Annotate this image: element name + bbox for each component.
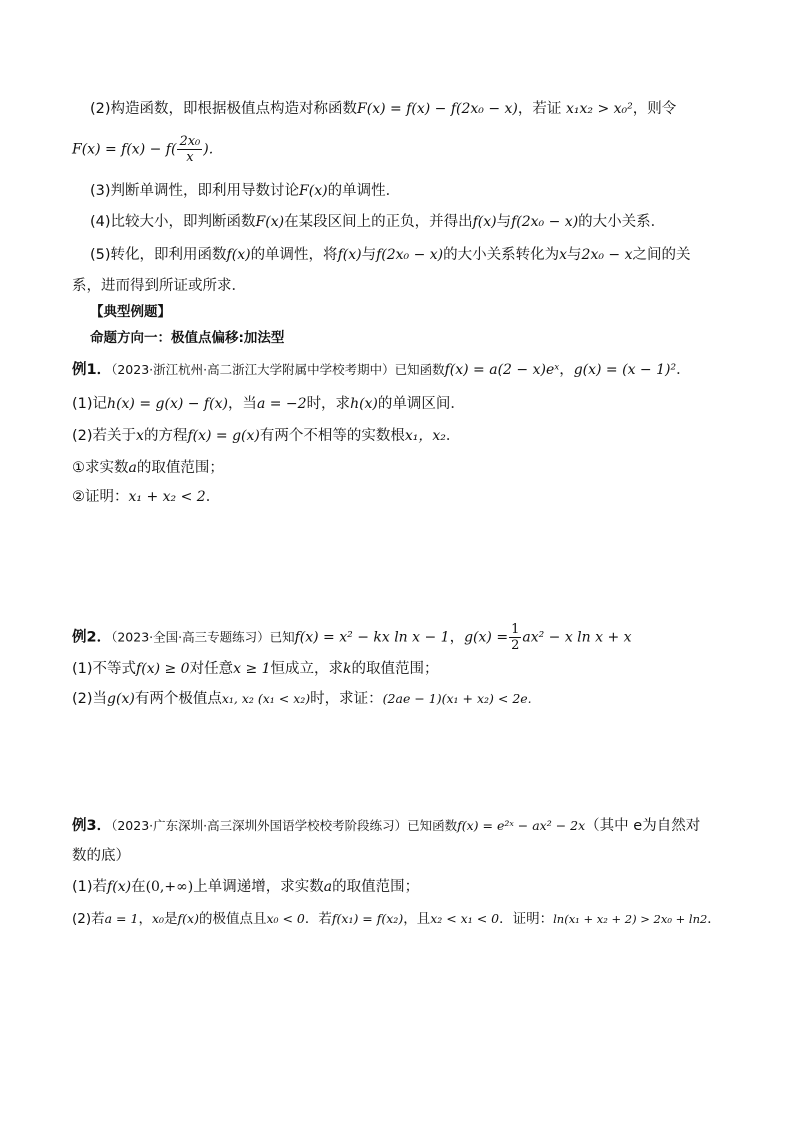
formula: x ≥ 1 [233, 661, 271, 677]
text: 的取值范围； [351, 661, 439, 677]
example-3-stem [72, 815, 732, 837]
text: 时，求 [306, 396, 351, 412]
paragraph-step-2 [90, 98, 750, 120]
example-3-stem-cont [72, 845, 732, 867]
text: 在某段区间上的正负，并得出 [284, 214, 473, 230]
text: 的单调性，将 [250, 247, 338, 263]
text: 时，求证： [310, 691, 383, 707]
formula: f(x) = a(2 − x)eˣ [444, 362, 560, 378]
paragraph-step-5 [90, 244, 750, 266]
text: (4)比较大小，即判断函数 [90, 214, 256, 230]
formula: f(x) ≥ 0 [136, 661, 190, 677]
text: （2023·浙江杭州·高二浙江大学附属中学校考期中）已知函数 [111, 362, 445, 377]
text: （2023·全国·高三专题练习）已知 [111, 629, 295, 645]
text: 的方程 [143, 428, 188, 444]
formula: f(2x₀ − x) [511, 214, 579, 230]
formula: F(x) [299, 183, 328, 199]
text: ． [707, 911, 721, 927]
formula: f(x) [107, 879, 132, 895]
fraction-denominator: 2 [511, 638, 520, 653]
formula: f(x) = e²ˣ − ax² − 2x [457, 818, 586, 833]
text: ， [138, 911, 152, 927]
text: 的单调区间． [377, 396, 465, 412]
formula: g(x) = (x − 1)² [573, 362, 677, 378]
formula: (0,+∞) [145, 879, 194, 895]
formula: f(2x₀ − x) [376, 247, 444, 263]
text: (1)不等式 [72, 661, 137, 677]
text: 之间的关 [632, 247, 691, 263]
text: ， [449, 629, 465, 646]
direction-heading: 命题方向一：极值点偏移:加法型 [90, 330, 285, 346]
formula: a = 1 [104, 911, 139, 926]
text: (2)当 [72, 691, 108, 707]
text: ，则令 [632, 101, 677, 117]
formula: x₀ < 0 [266, 911, 305, 926]
section-heading: 【典型例题】 [90, 304, 171, 320]
text: 恒成立，求 [270, 661, 344, 677]
text: (2)构造函数，即根据极值点构造对称函数 [90, 101, 358, 117]
text: ，当 [227, 396, 257, 412]
text: 与 [567, 247, 582, 263]
fraction-numerator: 2x₀ [179, 134, 201, 149]
text: 与 [496, 214, 512, 230]
formula: f(x₁) = f(x₂) [331, 911, 404, 926]
formula: f(x) = x² − kx ln x − 1 [294, 629, 450, 646]
example-2-q2 [72, 688, 732, 710]
formula: f(x) [337, 247, 362, 263]
formula: ). [203, 141, 214, 158]
example-3-q1 [72, 876, 732, 898]
text: 的单调性． [327, 183, 401, 199]
example-1-sub2 [72, 486, 732, 508]
formula: k [343, 661, 352, 677]
text: 有两个极值点 [134, 691, 222, 707]
formula: ln(x₁ + x₂ + 2) > 2x₀ + ln2 [553, 912, 708, 926]
formula: F(x) [255, 214, 285, 230]
text: ． [445, 428, 461, 444]
fraction-numerator: 1 [511, 622, 520, 637]
formula: F(x) = f(x) − f(2x₀ − x) [357, 101, 518, 117]
text: (2)若 [72, 911, 105, 927]
example-1-sub1 [72, 457, 732, 479]
fraction-denominator: x [186, 150, 194, 165]
text: 的极值点且 [198, 911, 267, 927]
text: ，若证 [517, 101, 562, 117]
formula: ax² − x ln x + x [522, 629, 632, 646]
formula: x [559, 247, 568, 263]
text: 对任意 [189, 661, 234, 677]
text: 的取值范围； [136, 460, 224, 476]
example-label: 例3． [72, 818, 112, 834]
formula: x₁，x₂ [404, 428, 446, 444]
formula: g(x) = [464, 629, 509, 646]
formula: g(x) [107, 691, 135, 707]
text: ． [676, 362, 691, 378]
formula: 2x₀ − x [581, 247, 633, 263]
formula: a = −2 [256, 396, 307, 412]
example-1-stem [72, 359, 732, 381]
formula: a [128, 460, 137, 476]
example-label: 例1． [72, 362, 112, 378]
text: (2)若关于 [72, 428, 137, 444]
formula: f(x) [226, 247, 251, 263]
text: ． [205, 489, 221, 505]
text: (3)判断单调性，即利用导数讨论 [90, 183, 300, 199]
text: 与 [361, 247, 377, 263]
paragraph-step-5-cont [72, 275, 732, 297]
text: (1)若 [72, 879, 108, 895]
fraction [177, 134, 202, 165]
example-2-stem [72, 622, 732, 653]
text: ， [559, 362, 574, 378]
text: （2023·广东深圳·高三深圳外国语学校校考阶段练习）已知函数 [111, 818, 458, 833]
paragraph-step-4 [90, 211, 750, 233]
text: ①求实数 [72, 460, 129, 476]
text: 在 [131, 879, 146, 895]
text: 的取值范围； [332, 879, 420, 895]
formula: h(x) = g(x) − f(x) [107, 396, 228, 412]
formula: (2ae − 1)(x₁ + x₂) < 2e. [382, 691, 532, 706]
paragraph-step-3 [90, 180, 750, 202]
text: （其中 e为自然对 [585, 818, 701, 834]
formula: x₁ + x₂ < 2 [128, 489, 206, 505]
example-label: 例2． [72, 629, 112, 646]
example-3-q2 [72, 908, 732, 930]
text: 上单调递增，求实数 [193, 879, 324, 895]
formula: x [136, 428, 144, 444]
text: 有两个不相等的实数根 [259, 428, 405, 444]
text: 数的底） [72, 848, 130, 864]
example-2-q1 [72, 658, 732, 680]
formula: f(x) [472, 214, 497, 230]
fraction [509, 622, 521, 653]
text: 的大小关系转化为 [443, 247, 560, 263]
formula: f(x) [177, 911, 199, 926]
paragraph-step-2-formula [72, 134, 732, 165]
formula: x₁x₂ > x₀² [566, 101, 633, 117]
text: 的大小关系． [578, 214, 666, 230]
formula: a [323, 879, 333, 895]
example-1-q1 [72, 393, 732, 415]
text: 系，进而得到所证或所求． [72, 278, 246, 294]
formula: x₂ < x₁ < 0 [430, 911, 500, 926]
text: (1)记 [72, 396, 108, 412]
text: ．证明： [499, 911, 554, 927]
text: (5)转化，即利用函数 [90, 247, 227, 263]
formula: h(x) [350, 396, 378, 412]
text: ②证明： [72, 489, 129, 505]
formula: F(x) = f(x) − f( [72, 141, 177, 158]
example-1-q2 [72, 425, 732, 447]
formula: f(x) = g(x) [187, 428, 260, 444]
formula: x₁, x₂ (x₁ < x₂) [221, 691, 311, 706]
formula: x₀ [151, 911, 165, 926]
text: ．若 [304, 911, 332, 927]
text: ，且 [403, 911, 431, 927]
text: 是 [164, 911, 178, 927]
